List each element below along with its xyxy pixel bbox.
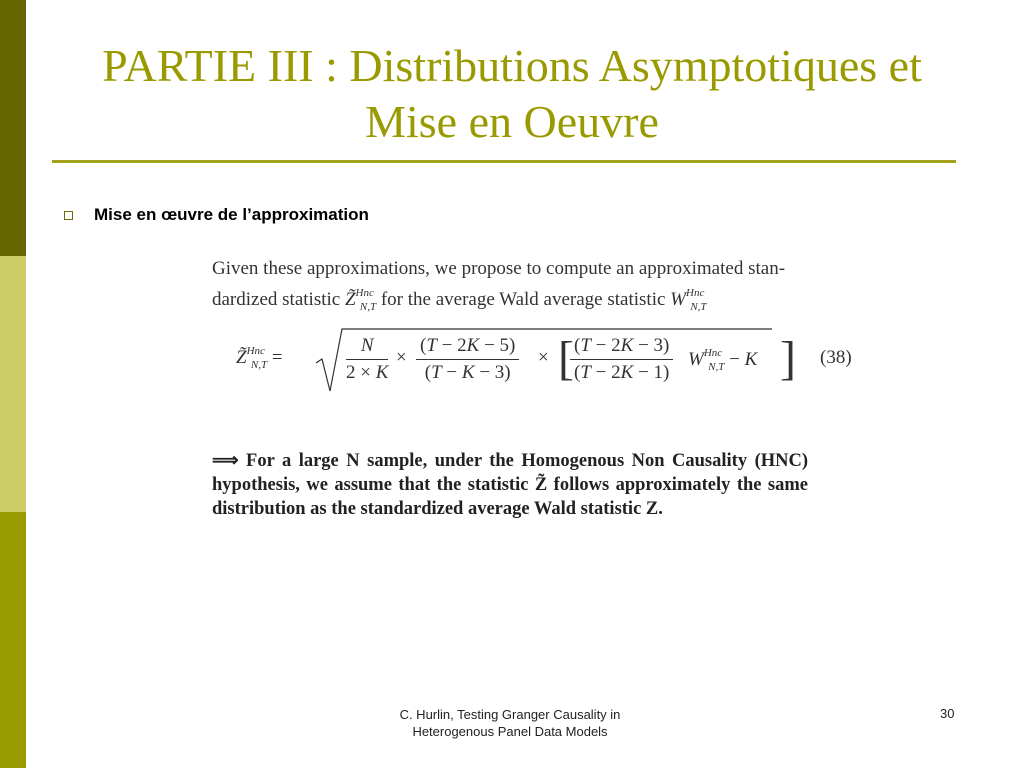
title-line-1: PARTIE III : Distributions Asymptotiques et <box>102 40 922 91</box>
conclusion-text: For a large N sample, under the Homogenous Non Causality (HNC) hypothesis, we assume that the statistic Z̃ follows approximately the same distribution as the standardized average Wald statistic Z. <box>212 451 809 519</box>
left-bar-bottom <box>0 512 26 768</box>
intro-paragraph <box>212 256 862 320</box>
footer-line-2: Heterogenous Panel Data Models <box>412 724 608 739</box>
equation-number: (38) <box>820 347 852 368</box>
fraction-n-over-2k: $\frac{N}{2 \times K}$ <box>346 335 389 383</box>
bullet-item <box>64 205 369 225</box>
left-bar-top <box>0 0 26 256</box>
w-symbol: $W^{Hnc}_{N,T}$ <box>670 287 707 313</box>
intro-line-2a: dardized statistic <box>212 289 341 310</box>
footer <box>340 706 680 740</box>
fraction-t-2k: $\frac{(T - 2K - 3)}{(T - 2K - 1)}$ <box>570 335 673 384</box>
left-bar-middle <box>0 256 26 512</box>
page-number: 30 <box>940 706 955 721</box>
title-line-2: Mise en Oeuvre <box>365 96 659 147</box>
bullet-text: Mise en œuvre de l’approximation <box>94 205 369 224</box>
z-tilde-symbol: Z̃$^{Hnc}_{N,T}$ <box>344 287 377 313</box>
footer-line-1: C. Hurlin, Testing Granger Causality in <box>399 707 621 722</box>
intro-line-1: Given these approximations, we propose to compute an approximated stan- <box>212 258 786 279</box>
slide-title <box>40 38 984 150</box>
equation-lhs: Z̃$^{Hnc}_{N,T}$ = <box>236 345 283 371</box>
title-divider <box>52 160 956 163</box>
implies-arrow-icon: ⟹ <box>212 451 239 471</box>
fraction-t-terms: $\frac{(T - 2K - 5)}{(T - K - 3)}$ <box>416 335 519 384</box>
intro-line-2b: for the average Wald average statistic <box>380 289 666 310</box>
square-bullet-icon <box>64 211 73 220</box>
equation-38: Z̃$^{Hnc}_{N,T}$ = $\frac{N}{2 \times K}$ × $\frac{(T - 2K - 5)}{(T - K - 3)}$ × [ $\frac{(T - 2K - 3)}{(T - 2K - 1)}$ $W^{Hnc}_{N,T} - K$ ] (38) <box>236 325 856 397</box>
conclusion-paragraph <box>212 449 808 521</box>
